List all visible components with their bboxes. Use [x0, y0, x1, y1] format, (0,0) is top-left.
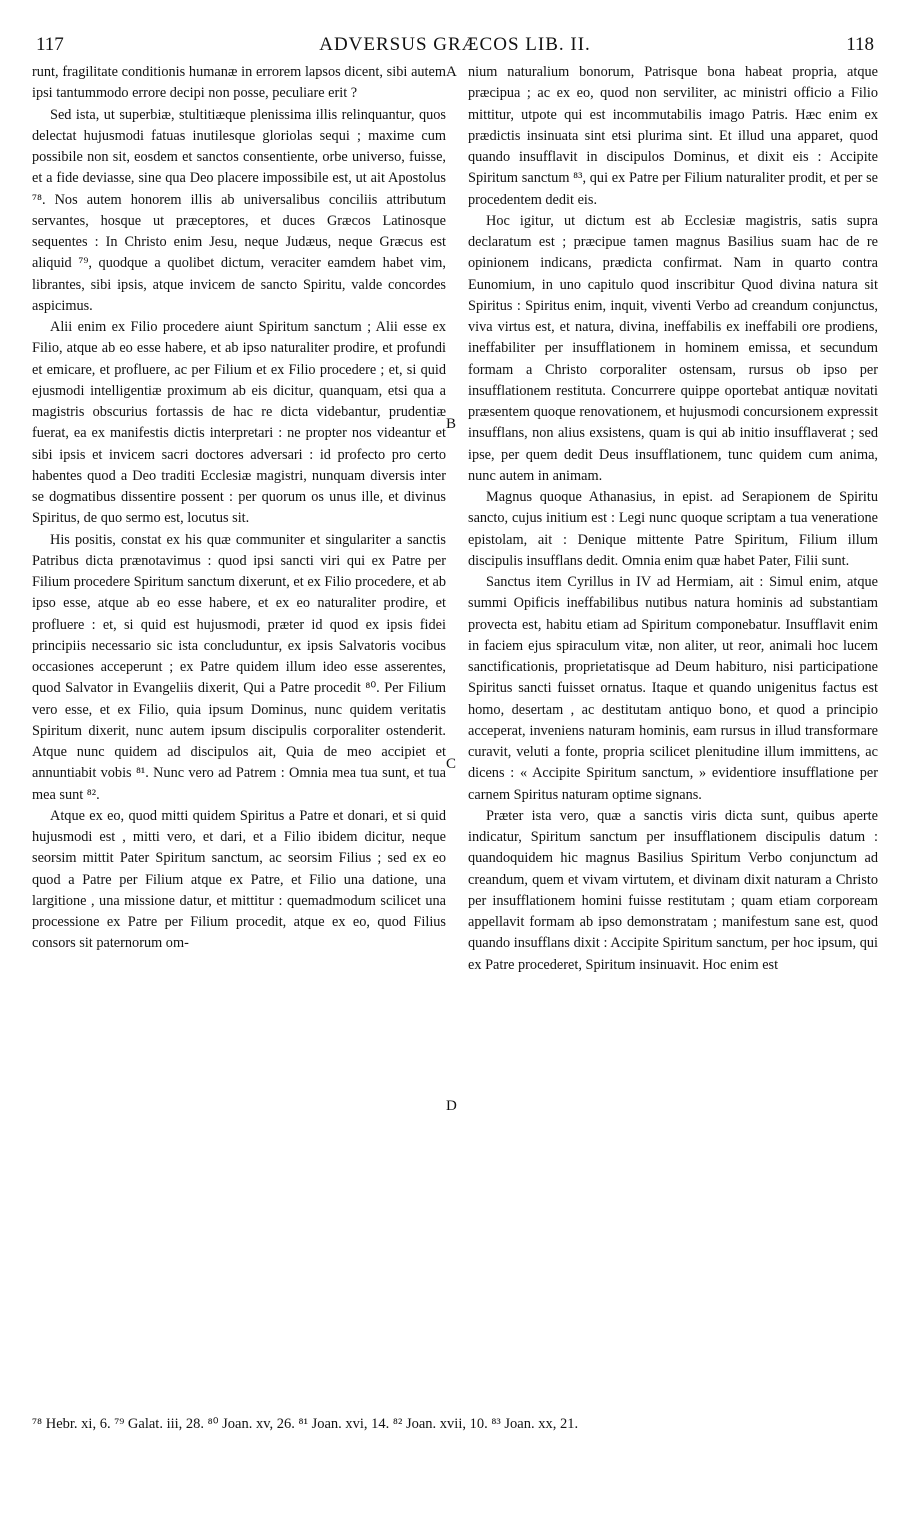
left-column — [32, 62, 446, 955]
paragraph: Sed ista, ut superbiæ, stultitiæque plenissima illis relinquantur, quos delectat hujusmodi fatuas inutilesque gloriolas sequi ; maxime cum possibile non sit, eosdem et sanctos consentiente, orbe universo, fuisse, et a fide deviasse, sine qua Deo placere impossibile est, ut ait Apostolus ⁷⁸. Nos autem honorem illis ab universalibus conciliis attributum servantes, hosque ut præceptores, et duces Græcos Latinosque sequentes : In Christo enim Jesu, neque Judæus, neque Græcus est aliquid ⁷⁹, quodque a quolibet dictum, veraciter eamdem habet vim, librantes, sibi ipsis, atque invicem de sancto Spiritu, valde concordes aspicimus. — [32, 106, 446, 314]
page-number-left: 117 — [36, 34, 64, 55]
right-column — [468, 62, 878, 976]
paragraph: His positis, constat ex his quæ communiter et singulariter a sanctis Patribus dicta prænotavimus : quod ipsi sancti viri qui ex Patre per Filium procedere Spiritum sanctum dixerunt, et ex Filio procedere, et ab ipso esse, atque ab eo esse habere, et ex eo naturaliter prodire, et profluere : et, si quid est hujusmodi, præter id quod ex ipsis fidei principiis necessario sic ista concluduntur, ex ipsis Salvatoris vocibus occasiones acceperunt ; ex Patre quidem illum ideo esse asserentes, quod Salvator in Evangeliis dixerit, Qui a Patre procedit ⁸⁰. Per Filium vero esse, et ex Filio, quia ipsum Dominus, nunc quidem veritatis Spiritum dixerit, nunc autem ipsum discipulis corporaliter ostenderit. Atque nunc quidem ad discipulos ait, Quia de meo accipiet et annuntiabit vobis ⁸¹. Nunc vero ad Patrem : Omnia mea tua sunt, et tua mea sunt ⁸². — [32, 531, 446, 803]
margin-marker-c: C — [446, 756, 457, 772]
margin-marker-d: D — [446, 1098, 457, 1114]
paragraph: Hoc igitur, ut dictum est ab Ecclesiæ magistris, satis supra declaratum est ; præcipue tamen magnus Basilius suam hac de re opinionem indicans, prædicta confirmat. Nam in quarto contra Eunomium, in uno capitulo quod inscribitur Quod divina natura sit Spiritus : Spiritus enim, inquit, viventi Verbo ad creandum conjunctus, viva virtus est, et natura, divina, ineffabilis ex ineffabili ore prodiens, ineffabiliter per insufflationem in hominem emissa, et secundum formam a Christo corporaliter ostensam, rursus ob ipso per insufflationem restituta. Concurrere quippe oportebat antiquæ novitati præsentem quoque renovationem, et hujusmodi concursionem expressit insufflans, non alius exsistens, quam is qui ab initio insufflaverat ; sed ipse, per quem dedit Deus insufflationem, tunc quidem cum anima, nunc autem in animam. — [468, 212, 878, 484]
running-header — [30, 34, 880, 60]
paragraph: Alii enim ex Filio procedere aiunt Spiritum sanctum ; Alii esse ex Filio, atque ab eo esse habere, et ab ipso naturaliter prodire, et profundi et emicare, et profluere, ac per Filium et ex Filio procedere ; et, si quid ejusmodi intelligentiæ proximum ab eis dicitur, quanquam, etsi qua a magistris obscurius fortassis de hac re dicta videbantur, prudentiæ fuerat, ea ex manifestis dictis interpretari : ne propter nos videantur et sibi ipsis et invicem sacri doctores adversari : id profecto pro certo habentes quod a Deo traditi Ecclesiæ magistri, nunquam diversis inter se dogmatibus dissentire possent : per quorum os unus ille, et divinus Spiritus, de quo sermo est, locutus sit. — [32, 319, 446, 527]
paragraph: Atque ex eo, quod mitti quidem Spiritus a Patre et donari, et si quid hujusmodi est , mitti vero, et dari, et a Filio ibidem dicitur, neque seorsim mittit Pater Spiritum sanctum, ac seorsim Filius ; sed ex eo quod a Patre per Filium atque ex Patre, et Filio una datione, una largitione , una missione datur, et mittitur : quemadmodum scilicet una processione ex Patre per Filium procedit, atque ex eo, quod Filius consors sit paternorum om- — [32, 807, 446, 952]
margin-marker-a: A — [446, 64, 457, 80]
footnotes: ⁷⁸ Hebr. xi, 6. ⁷⁹ Galat. iii, 28. ⁸⁰ Joan. xv, 26. ⁸¹ Joan. xvi, 14. ⁸² Joan. xvii, 10. ⁸³ Joan. xx, 21. — [32, 1416, 579, 1432]
paragraph: Magnus quoque Athanasius, in epist. ad Serapionem de Spiritu sancto, cujus initium est : Legi nunc quoque scriptam a tua veneratione epistolam, ait : Denique mittente Patre Spiritum, Filium illum discipulis insufflans dedit. Omnia enim quæ habet Pater, Filii sunt. — [468, 489, 878, 569]
paragraph: nium naturalium bonorum, Patrisque bona habeat propria, atque præcipua ; ac ex eo, quod non serviliter, ac ministri officio a Filio mittitur, utpote qui est incommutabilis imago Patris. Hæc enim ex prædictis insinuata sint etsi plurima sint. Et illud una apparet, quod quando insufflavit in discipulos Dominus, et dixit eis : Accipite Spiritum sanctum ⁸³, qui ex Patre per Filium naturaliter prodit, et per se procedentem dedit eis. — [468, 64, 878, 208]
running-title: ADVERSUS GRÆCOS LIB. II. — [319, 34, 591, 55]
margin-marker-b: B — [446, 416, 457, 432]
paragraph: Præter ista vero, quæ a sanctis viris dicta sunt, quibus aperte indicatur, Spiritum sanctum per insufflationem discipulis datum : quandoquidem hic magnus Basilius Spiritum Verbo conjunctum ad creandum, quem et vivam virtutem, et divinam dixit naturam a Christo per insufflationem homini fuisse restitutam ; quam etiam corpoream appellavit formam ab ipso demonstratam ; manifestum sane est, quod quando insufflans dixit : Accipite Spiritum sanctum, per hoc ipsum, qui ex Patre procederet, Spiritum insinuavit. Hoc enim est — [468, 807, 878, 973]
paragraph: Sanctus item Cyrillus in IV ad Hermiam, ait : Simul enim, atque summi Opificis ineffabilibus nutibus natura hominis ad substantiam provecta est, habitu etiam ad Spiritum componebatur. Insufflavit enim in faciem ejus spiraculum vitæ, non aliter, ut reor, animali hoc lucem sanctificationis, proprietatisque ad Deum habituro, nisi participatione Spiritus sancti fuisset ornatus. Itaque et quando unigenitus factus est homo, desertam , ac destitutam antiquo bono, et quod a principio acceperat, inveniens naturam hominis, eam rursus in illud transformare curavit, veluti a fonte, propria scilicet plenitudine illum immittens, ac dicens : « Accipite Spiritum sanctum, » evidentiore insufflatione per carnem Spiritus naturam optime signans. — [468, 574, 878, 803]
paragraph: runt, fragilitate conditionis humanæ in errorem lapsos dicent, sibi autem ipsi tantummodo errore decipi non posse, peculiare erit ? — [32, 64, 446, 102]
page-number-right: 118 — [846, 34, 874, 55]
